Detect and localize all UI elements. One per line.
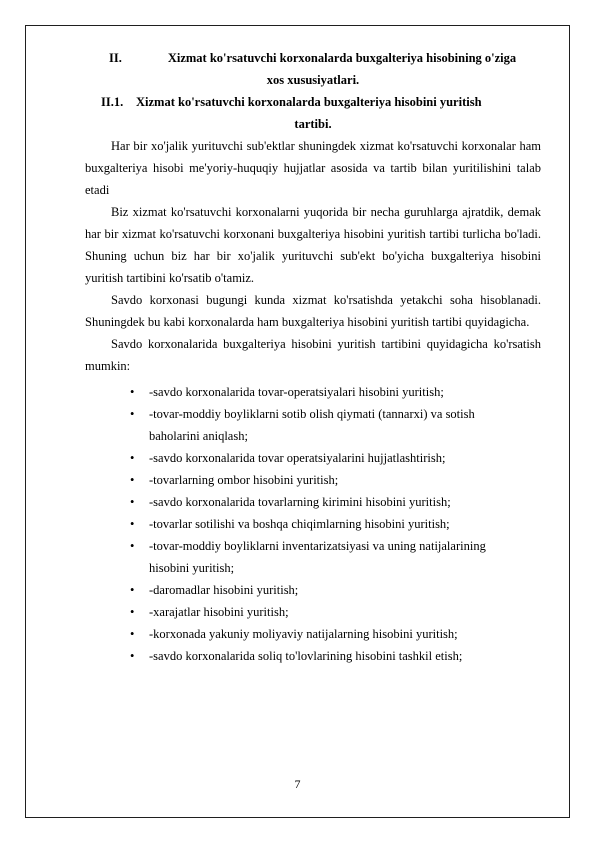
- list-item: [85, 403, 527, 447]
- list-item-text: -savdo korxonalarida soliq to'lovlarining hisobini tashkil etish;: [149, 649, 463, 663]
- list-item: [85, 381, 527, 403]
- paragraph: Har bir xo'jalik yurituvchi sub'ektlar shuningdek xizmat ko'rsatuvchi korxonalar ham buxgalteriya hisobi me'yoriy-huquqiy hujjatlar asosida va tartib bilan yuritilishini talab etadi: [85, 139, 541, 197]
- section-title-line2: xos xususiyatlari.: [266, 73, 360, 87]
- section-title-line1: Xizmat ko'rsatuvchi korxonalarda buxgalteriya hisobining o'ziga: [167, 51, 517, 65]
- paragraph: Savdo korxonasi bugungi kunda xizmat ko'rsatishda yetakchi soha hisoblanadi. Shuningdek bu kabi korxonalarda ham buxgalteriya hisobini yuritish tartibi quyidagicha.: [85, 293, 541, 329]
- bullet-icon: •: [130, 495, 135, 509]
- document-body: [85, 47, 541, 667]
- list-item: [85, 513, 527, 535]
- list-item: [85, 535, 527, 579]
- section-number: II.: [109, 51, 122, 65]
- bullet-icon: •: [130, 407, 135, 421]
- page-number: 7: [294, 777, 301, 791]
- list-item-text: -daromadlar hisobini yuritish;: [149, 583, 299, 597]
- list-item-text: -savdo korxonalarida tovar-operatsiyalari hisobini yuritish;: [149, 385, 444, 399]
- list-item-text: -tovar-moddiy boyliklarni sotib olish qiymati (tannarxi) va sotish baholarini aniqlash;: [149, 407, 475, 443]
- list-item-text: -xarajatlar hisobini yuritish;: [149, 605, 289, 619]
- list-item-text: -tovar-moddiy boyliklarni inventarizatsiyasi va uning natijalarining hisobini yuritish;: [149, 539, 486, 575]
- subsection-heading: [85, 91, 541, 135]
- list-item: [85, 491, 527, 513]
- subsection-title-line2: tartibi.: [294, 117, 332, 131]
- list-item-text: -korxonada yakuniy moliyaviy natijalarning hisobini yuritish;: [149, 627, 458, 641]
- paragraph: Biz xizmat ko'rsatuvchi korxonalarni yuqorida bir necha guruhlarga ajratdik, demak har bir xizmat ko'rsatuvchi korxonani buxgalteriya hisobini yuritish tartibi turlicha bo'ladi. Shuning uchun biz har bir xo'jalik yurituvchi sub'ekt bo'yicha buxgalteriya hisobini yuritish tartibini ko'rsatib o'tamiz.: [85, 205, 541, 285]
- list-item: [85, 447, 527, 469]
- list-item-text: -tovarlar sotilishi va boshqa chiqimlarning hisobini yuritish;: [149, 517, 450, 531]
- list-item: [85, 623, 527, 645]
- subsection-number: II.1.: [101, 95, 124, 109]
- list-item-text: -savdo korxonalarida tovarlarning kirimini hisobini yuritish;: [149, 495, 451, 509]
- subsection-title-line1: Xizmat ko'rsatuvchi korxonalarda buxgalteriya hisobini yuritish: [136, 95, 482, 109]
- bullet-icon: •: [130, 583, 135, 597]
- bullet-icon: •: [130, 539, 135, 553]
- bullet-icon: •: [130, 649, 135, 663]
- bullet-icon: •: [130, 517, 135, 531]
- list-item-text: -savdo korxonalarida tovar operatsiyalarini hujjatlashtirish;: [149, 451, 446, 465]
- bullet-icon: •: [130, 385, 135, 399]
- list-item: [85, 469, 527, 491]
- paragraph: Savdo korxonalarida buxgalteriya hisobini yuritish tartibini quyidagicha ko'rsatish mumkin:: [85, 337, 541, 373]
- bullet-icon: •: [130, 451, 135, 465]
- bullet-list: [85, 381, 541, 667]
- section-heading: [85, 47, 541, 91]
- bullet-icon: •: [130, 627, 135, 641]
- list-item: [85, 601, 527, 623]
- list-item: [85, 579, 527, 601]
- bullet-icon: •: [130, 605, 135, 619]
- bullet-icon: •: [130, 473, 135, 487]
- list-item-text: -tovarlarning ombor hisobini yuritish;: [149, 473, 339, 487]
- list-item: [85, 645, 527, 667]
